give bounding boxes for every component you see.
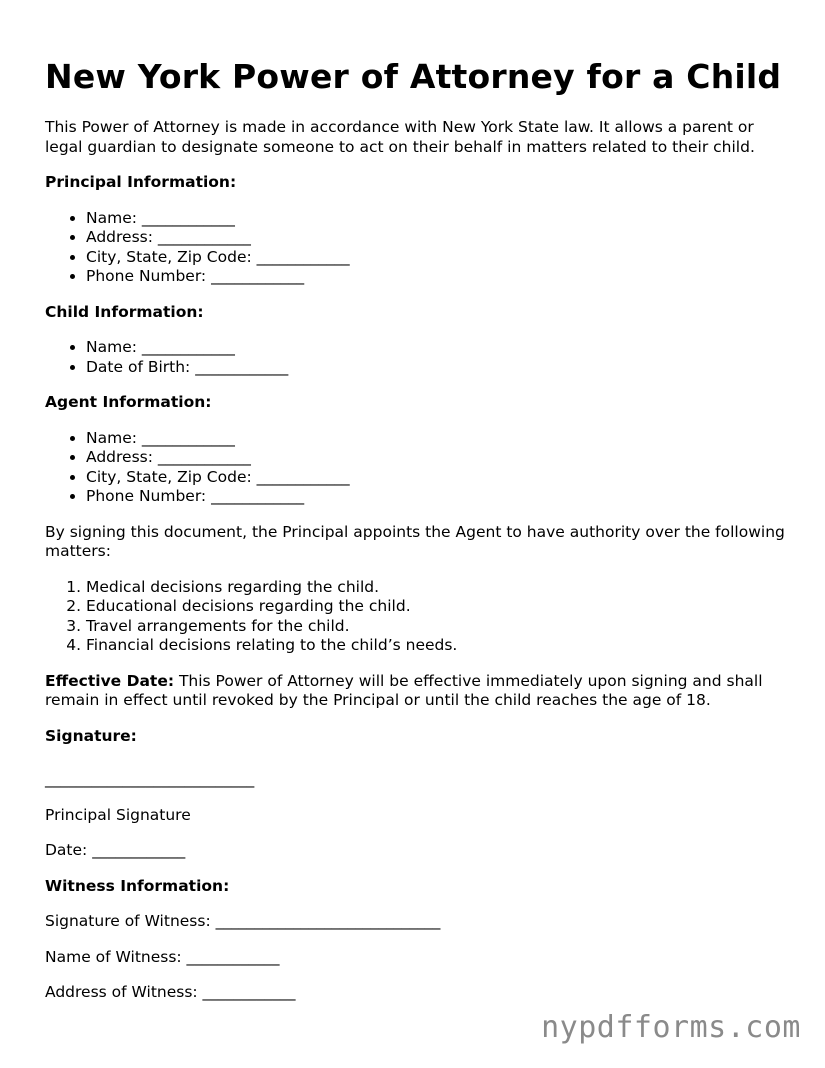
principal-fields bbox=[45, 209, 795, 287]
page-title: New York Power of Attorney for a Child bbox=[45, 57, 782, 96]
witness-address-field: Address of Witness: ____________ bbox=[45, 983, 296, 1001]
agent-city-field: • City, State, Zip Code: ____________ bbox=[86, 468, 795, 488]
child-dob-field: • Date of Birth: ____________ bbox=[86, 358, 795, 378]
authority-item: 1. Medical decisions regarding the child. bbox=[86, 578, 795, 598]
child-fields bbox=[45, 338, 795, 377]
signature-heading: Signature: bbox=[45, 726, 137, 745]
document-page bbox=[45, 0, 795, 1003]
agent-fields bbox=[45, 429, 795, 507]
principal-city-field: • City, State, Zip Code: ____________ bbox=[86, 248, 795, 268]
effective-date-paragraph bbox=[45, 672, 795, 711]
principal-name-field: • Name: ____________ bbox=[86, 209, 795, 229]
witness-name-field: Name of Witness: ____________ bbox=[45, 947, 280, 966]
principal-signature-caption: Principal Signature bbox=[45, 805, 191, 824]
witness-heading: Witness Information: bbox=[45, 876, 230, 895]
intro-paragraph: This Power of Attorney is made in accordance with New York State law. It allows a parent or legal guardian to designate someone to act on their behalf in matters related to their child. bbox=[45, 118, 755, 156]
agent-phone-field: • Phone Number: ____________ bbox=[86, 487, 795, 507]
witness-signature-field: Signature of Witness: _____________________________ bbox=[45, 912, 441, 930]
authority-intro: By signing this document, the Principal appoints the Agent to have authority over the following matters: bbox=[45, 522, 785, 560]
effective-date-label: Effective Date: bbox=[45, 671, 175, 690]
principal-signature-line: ___________________________ bbox=[45, 770, 255, 788]
child-name-field: • Name: ____________ bbox=[86, 338, 795, 358]
principal-phone-field: • Phone Number: ____________ bbox=[86, 267, 795, 287]
authority-list bbox=[45, 578, 795, 656]
authority-item: 2. Educational decisions regarding the child. bbox=[86, 597, 795, 617]
signature-date-field: Date: ____________ bbox=[45, 841, 186, 859]
authority-item: 4. Financial decisions relating to the child’s needs. bbox=[86, 636, 795, 656]
principal-heading: Principal Information: bbox=[45, 173, 237, 191]
principal-address-field: • Address: ____________ bbox=[86, 228, 795, 248]
authority-item: 3. Travel arrangements for the child. bbox=[86, 617, 795, 637]
agent-address-field: • Address: ____________ bbox=[86, 448, 795, 468]
agent-name-field: • Name: ____________ bbox=[86, 429, 795, 449]
site-watermark: nypdfforms.com bbox=[541, 1010, 801, 1045]
agent-heading: Agent Information: bbox=[45, 393, 212, 411]
child-heading: Child Information: bbox=[45, 302, 204, 321]
effective-date-text: This Power of Attorney will be effective immediately upon signing and shall remain in effect until revoked by the Principal or until the child reaches the age of 18. bbox=[45, 671, 763, 709]
